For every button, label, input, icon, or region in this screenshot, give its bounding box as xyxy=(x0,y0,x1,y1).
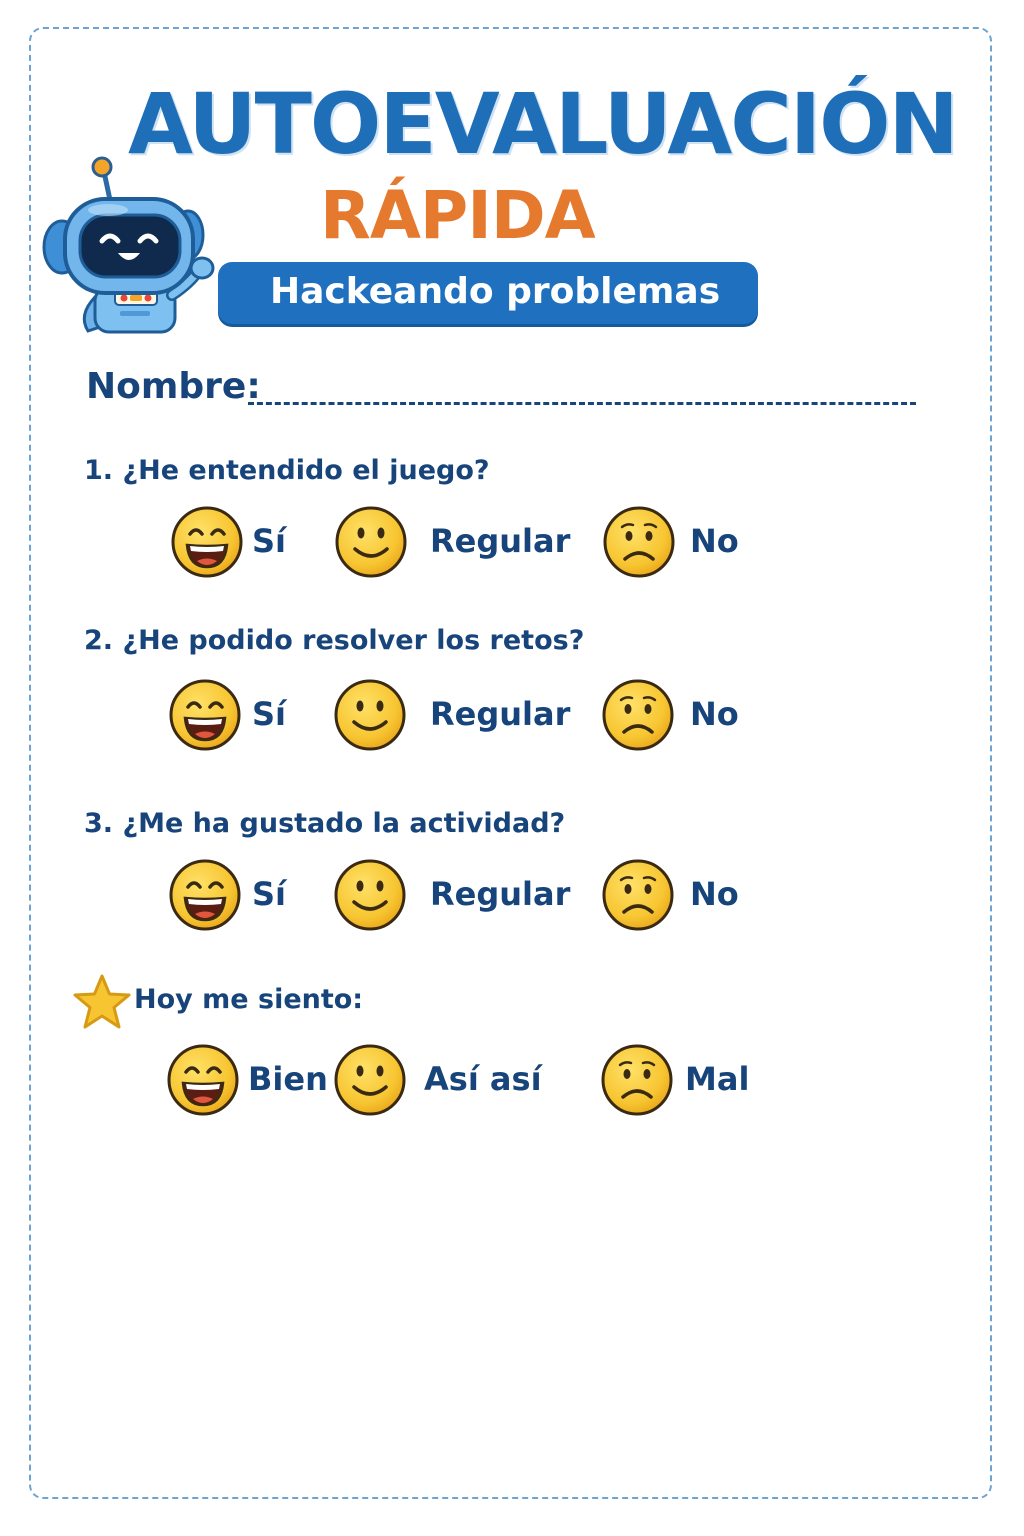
page-title: AUTOEVALUACIÓN xyxy=(128,75,957,173)
option-q3-si[interactable] xyxy=(168,858,298,932)
sad-face-icon xyxy=(601,678,675,752)
option-label: No xyxy=(690,875,739,913)
option-feeling-bien[interactable] xyxy=(166,1043,326,1117)
option-label: Sí xyxy=(252,875,287,913)
option-label: Regular xyxy=(430,695,571,733)
banner xyxy=(218,262,758,324)
option-q2-no[interactable] xyxy=(601,678,751,752)
question-2: 2. ¿He podido resolver los retos? xyxy=(84,625,585,656)
option-q2-regular[interactable] xyxy=(333,678,573,752)
option-q2-si[interactable] xyxy=(168,678,298,752)
option-label: Sí xyxy=(252,522,287,560)
laughing-face-icon xyxy=(170,505,244,579)
smiling-face-icon xyxy=(333,858,407,932)
question-1: 1. ¿He entendido el juego? xyxy=(84,455,490,486)
robot-mascot-icon xyxy=(40,155,215,340)
option-q1-no[interactable] xyxy=(602,505,752,579)
page-subtitle: RÁPIDA xyxy=(320,177,595,254)
option-feeling-mal[interactable] xyxy=(600,1043,750,1117)
sad-face-icon xyxy=(600,1043,674,1117)
option-q1-regular[interactable] xyxy=(334,505,574,579)
option-label: Regular xyxy=(430,522,571,560)
option-label: No xyxy=(690,695,739,733)
option-label: Mal xyxy=(685,1060,750,1098)
name-field xyxy=(86,366,926,416)
laughing-face-icon xyxy=(166,1043,240,1117)
sad-face-icon xyxy=(602,505,676,579)
name-label: Nombre: xyxy=(86,366,261,407)
option-label: Bien xyxy=(248,1060,328,1098)
feeling-question: Hoy me siento: xyxy=(134,984,364,1015)
option-label: Así así xyxy=(424,1060,542,1098)
smiling-face-icon xyxy=(333,1043,407,1117)
star-icon xyxy=(72,974,132,1030)
laughing-face-icon xyxy=(168,858,242,932)
question-3: 3. ¿Me ha gustado la actividad? xyxy=(84,808,566,839)
option-label: Regular xyxy=(430,875,571,913)
sad-face-icon xyxy=(601,858,675,932)
smiling-face-icon xyxy=(334,505,408,579)
option-q3-regular[interactable] xyxy=(333,858,573,932)
smiling-face-icon xyxy=(333,678,407,752)
banner-text: Hackeando problemas xyxy=(270,271,721,312)
name-input-line[interactable] xyxy=(248,402,916,405)
option-feeling-asi-asi[interactable] xyxy=(333,1043,543,1117)
option-q3-no[interactable] xyxy=(601,858,751,932)
option-label: Sí xyxy=(252,695,287,733)
option-q1-si[interactable] xyxy=(170,505,300,579)
laughing-face-icon xyxy=(168,678,242,752)
option-label: No xyxy=(690,522,739,560)
